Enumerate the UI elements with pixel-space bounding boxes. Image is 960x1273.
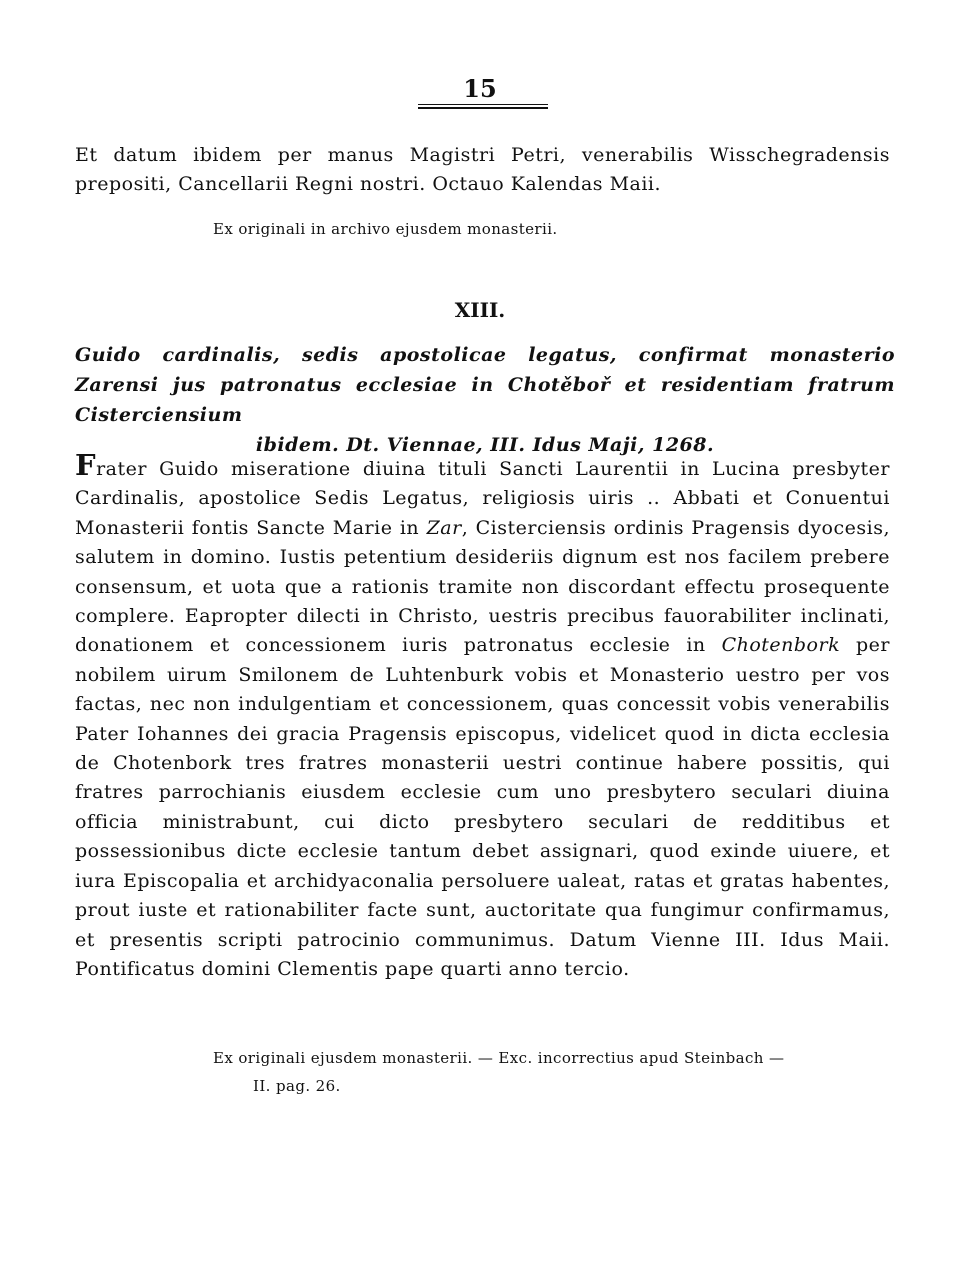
source-note-footer-line-1: Ex originali ejusdem monasterii. — Exc. incorrectius apud Steinbach —	[213, 1049, 785, 1067]
document-summary	[75, 340, 895, 460]
page-number: 15	[463, 74, 497, 103]
page-number-rule	[418, 104, 548, 109]
place-name-chotenbork: Chotenbork	[721, 634, 841, 657]
charter-text-part-1: rater Guido miseratione diuina tituli Sancti Laurentii in Lucina presbyter Cardinalis, apostolice Sedis Legatus, religiosis uiris .. Abbati et Conuentui Monasterii fontis Sancte Marie in	[75, 458, 890, 539]
source-note-footer	[213, 1044, 903, 1100]
charter-text	[75, 448, 890, 984]
closing-paragraph: Et datum ibidem per manus Magistri Petri, venerabilis Wisschegradensis prepositi, Cancellarii Regni nostri. Octauo Kalendas Maii.	[75, 144, 890, 196]
summary-date-line: ibidem. Dt. Viennae, III. Idus Maji, 1268.	[255, 434, 715, 456]
source-note-footer-line-2: II. pag. 26.	[253, 1077, 341, 1095]
place-name-zar: Zar	[426, 516, 462, 539]
drop-cap: F	[75, 448, 97, 482]
section-number: XIII.	[454, 298, 506, 322]
source-note: Ex originali in archivo ejusdem monasterii.	[213, 220, 558, 238]
charter-text-part-2: , Cisterciensis ordinis Pragensis dyocesis, salutem in domino. Iustis petentium desideriis dignum est nos facilem prebere consensum, et uota que a rationis tramite non discordant effectu prosequente complere. Eapropter dilecti in Christo, uestris precibus fauorabiliter inclinati, donationem et concessionem iuris patronatus ecclesie in	[75, 516, 890, 657]
summary-text: Guido cardinalis, sedis apostolicae legatus, confirmat monasterio Zarensi jus patronatus ecclesiae in Chotěboř et residentiam fratrum Cisterciensium	[75, 344, 895, 426]
charter-text-part-3: per nobilem uirum Smilonem de Luhtenburk vobis et Monasterio uestro per vos factas, nec non indulgentiam et concessionem, quas concessit vobis venerabilis Pater Iohannes dei gracia Pragensis episcopus, videlicet quod in dicta ecclesia de Chotenbork tres fratres monasterii uestri continue habere possitis, qui fratres parrochianis eiusdem ecclesie cum uno presbytero seculari diuina officia ministrabunt, cui dicto presbytero seculari de redditibus et possessionibus dicte ecclesie tantum debet assignari, quod exinde uiuere, et iura Episcopalia et archidyaconalia persoluere ualeat, ratas et gratas habentes, prout iuste et rationabiliter facte sunt, auctoritate qua fungimur confirmamus, et presentis scripti patrocinio communimus. Datum Vienne III. Idus Maii. Pontificatus domini Clementis pape quarti anno tercio.	[75, 634, 890, 980]
